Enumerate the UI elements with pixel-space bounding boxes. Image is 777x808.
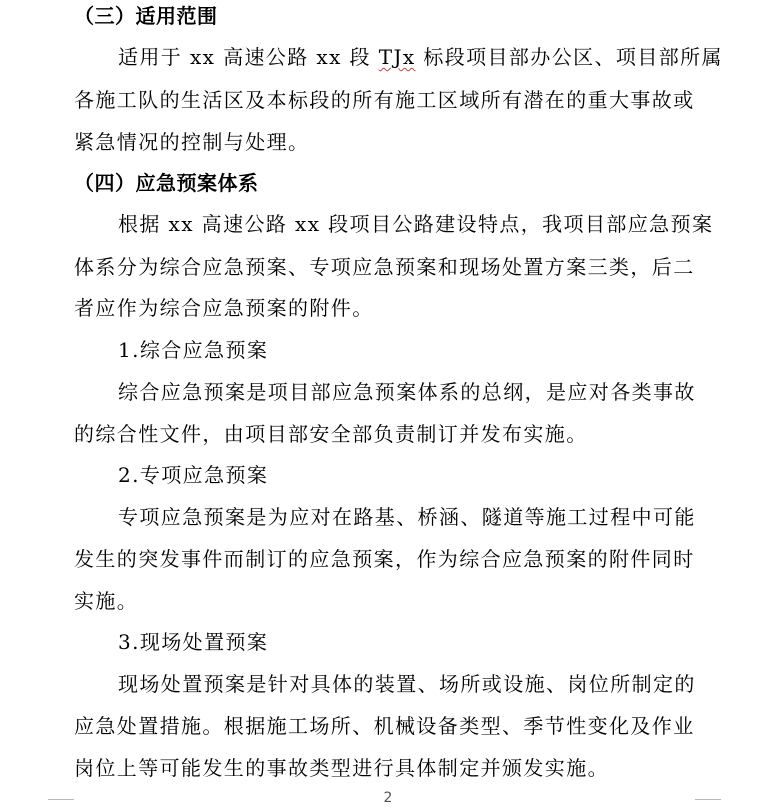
heading-plan-system: （四）应急预案体系 bbox=[74, 171, 259, 195]
comprehensive-line-1: 综合应急预案是项目部应急预案体系的总纲，是应对各类事故 bbox=[118, 380, 696, 404]
scope-paragraph-line-3: 紧急情况的控制与处理。 bbox=[74, 130, 310, 154]
system-paragraph-line-3: 者应作为综合应急预案的附件。 bbox=[74, 296, 374, 320]
section-title-onsite: 3.现场处置预案 bbox=[118, 630, 269, 654]
scope-paragraph-line-1 bbox=[74, 41, 723, 73]
page-number: 2 bbox=[383, 790, 393, 806]
heading-scope: （三）适用范围 bbox=[74, 4, 218, 28]
spellcheck-marked-word: TJx bbox=[378, 45, 416, 69]
comprehensive-line-2: 的综合性文件，由项目部安全部负责制订并发布实施。 bbox=[74, 422, 588, 446]
onsite-line-3: 岗位上等可能发生的事故类型进行具体制定并颁发实施。 bbox=[74, 756, 609, 780]
section-title-special: 2.专项应急预案 bbox=[118, 463, 269, 487]
special-line-2: 发生的突发事件而制订的应急预案，作为综合应急预案的附件同时 bbox=[74, 547, 695, 571]
scope-text-before: 适用于 xx 高速公路 xx 段 bbox=[118, 45, 379, 69]
scope-text-after: 标段项目部办公区、项目部所属 bbox=[415, 45, 723, 69]
onsite-line-2: 应急处置措施。根据施工场所、机械设备类型、季节性变化及作业 bbox=[74, 714, 695, 738]
system-paragraph-line-1: 根据 xx 高速公路 xx 段项目公路建设特点，我项目部应急预案 bbox=[118, 212, 714, 236]
right-corner-mark bbox=[695, 799, 721, 800]
scope-paragraph-line-2: 各施工队的生活区及本标段的所有施工区域所有潜在的重大事故或 bbox=[74, 88, 695, 112]
system-paragraph-line-2: 体系分为综合应急预案、专项应急预案和现场处置方案三类，后二 bbox=[74, 255, 695, 279]
special-line-1: 专项应急预案是为应对在路基、桥涵、隧道等施工过程中可能 bbox=[118, 505, 696, 529]
left-corner-mark bbox=[48, 799, 74, 800]
section-title-comprehensive: 1.综合应急预案 bbox=[118, 338, 269, 362]
special-line-3: 实施。 bbox=[74, 589, 139, 613]
onsite-line-1: 现场处置预案是针对具体的装置、场所或设施、岗位所制定的 bbox=[118, 672, 696, 696]
